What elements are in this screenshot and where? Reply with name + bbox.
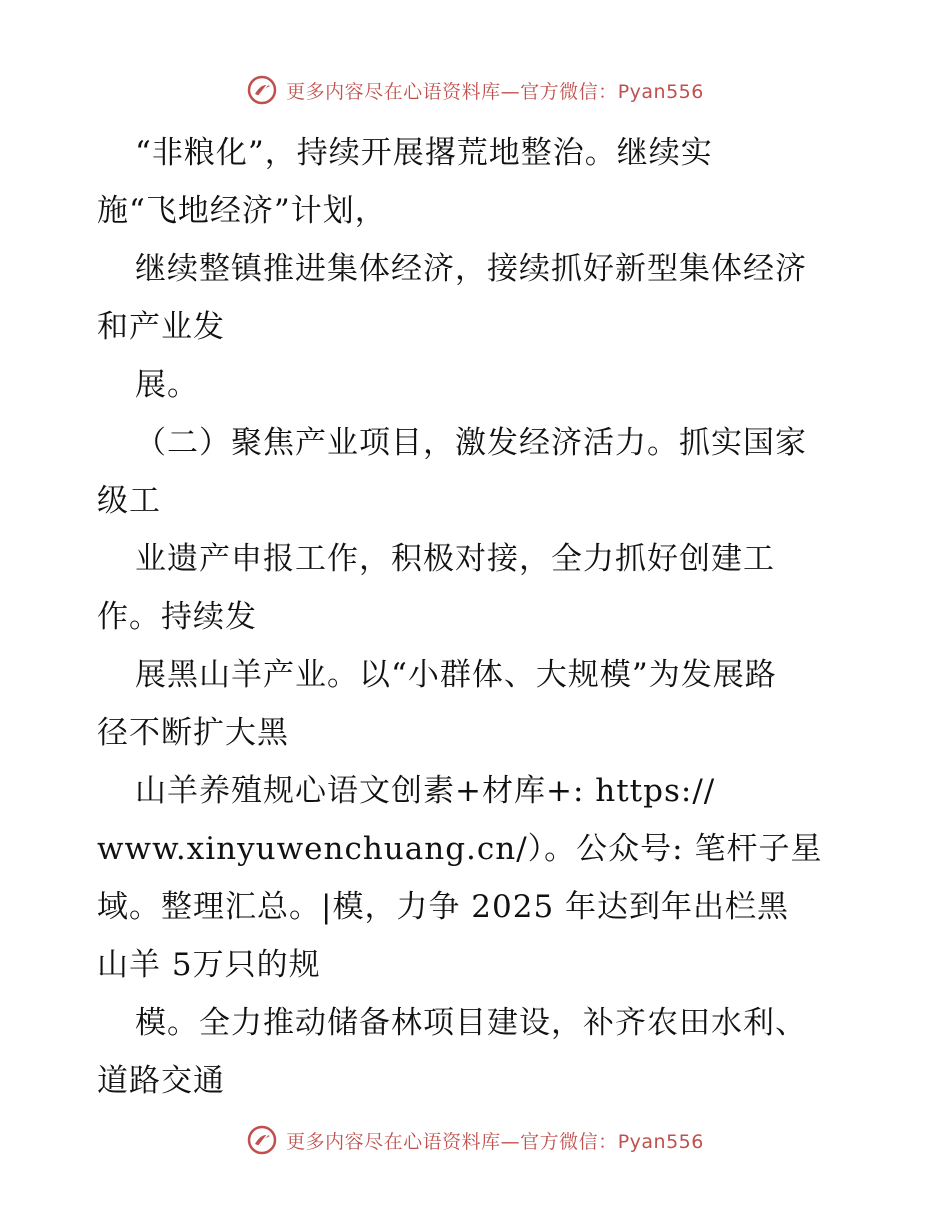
- body-line-4: 和产业发: [97, 309, 225, 345]
- body-line-17: 道路交通: [97, 1063, 225, 1099]
- body-line-6: （二）聚焦产业项目，激发经济活力。抓实国家: [135, 425, 807, 461]
- header-banner-separator: —: [500, 80, 521, 103]
- body-line-14: 域。整理汇总。|模，力争 2025 年达到年出栏黑: [97, 889, 790, 925]
- library-logo-icon: [246, 1124, 278, 1156]
- body-line-11: 径不断扩大黑: [97, 715, 289, 751]
- header-wechat-label: 官方微信：: [520, 80, 618, 103]
- document-body: [97, 124, 857, 1110]
- footer-banner-title: 更多内容尽在心语资料库: [286, 1130, 501, 1153]
- body-line-7: 级工: [97, 483, 161, 519]
- body-line-10: 展黑山羊产业。以“小群体、大规模”为发展路: [135, 657, 777, 693]
- header-wechat-id: Pyan556: [617, 80, 704, 103]
- header-banner-title: 更多内容尽在心语资料库: [286, 80, 501, 103]
- footer-wechat-id: Pyan556: [617, 1130, 704, 1153]
- body-line-16: 模。全力推动储备林项目建设，补齐农田水利、: [135, 1005, 807, 1041]
- footer-banner-text: [286, 1127, 704, 1154]
- footer-banner: [0, 1120, 950, 1160]
- body-line-9: 作。持续发: [97, 599, 257, 635]
- library-logo-icon: [246, 74, 278, 106]
- footer-wechat-label: 官方微信：: [520, 1130, 618, 1153]
- body-line-2: 施“飞地经济”计划，: [97, 193, 387, 229]
- body-line-13: www.xinyuwenchuang.cn/）。公众号: 笔杆子星: [97, 831, 823, 867]
- header-banner-text: [286, 77, 704, 104]
- footer-banner-separator: —: [500, 1130, 521, 1153]
- body-line-3: 继续整镇推进集体经济，接续抓好新型集体经济: [135, 251, 807, 287]
- body-line-1: “非粮化”，持续开展撂荒地整治。继续实: [135, 135, 713, 171]
- body-line-5: 展。: [135, 367, 199, 403]
- body-line-12: 山羊养殖规心语文创素+材库+: https://: [135, 773, 716, 809]
- header-banner: [0, 70, 950, 110]
- body-line-8: 业遗产申报工作，积极对接，全力抓好创建工: [135, 541, 775, 577]
- body-line-15: 山羊 5万只的规: [97, 947, 321, 983]
